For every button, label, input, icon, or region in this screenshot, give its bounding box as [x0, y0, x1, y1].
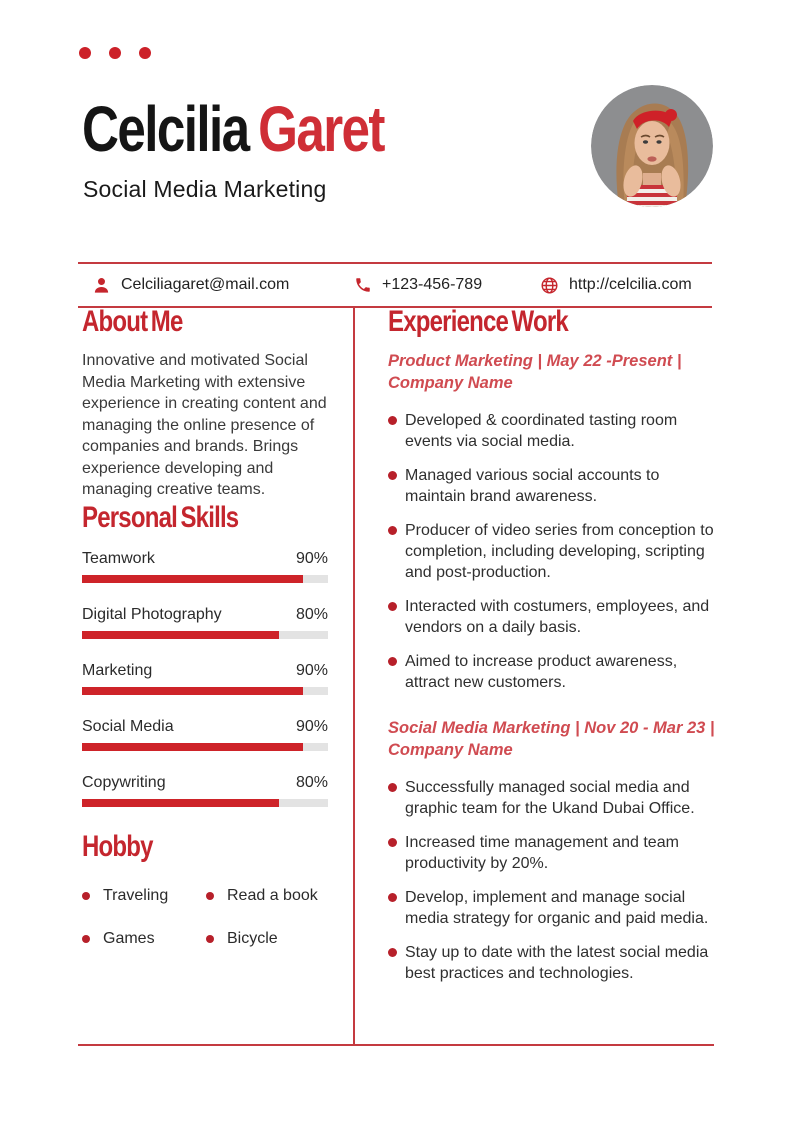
skill-progress-track: [82, 687, 328, 695]
skill-item: [82, 606, 328, 639]
skill-label: Digital Photography: [82, 605, 222, 623]
bullet-icon: [82, 892, 90, 900]
job-bullet: [388, 651, 718, 693]
job-bullet-text: Interacted with costumers, employees, and vendors on a daily basis.: [405, 598, 710, 636]
red-dot: [79, 47, 91, 59]
job-bullet-text: Managed various social accounts to maintain brand awareness.: [405, 467, 660, 505]
skill-progress-fill: [82, 799, 279, 807]
skill-percent: 90%: [295, 549, 328, 567]
job-bullet: [388, 942, 718, 984]
job-bullet-text: Develop, implement and manage social media strategy for organic and paid media.: [405, 889, 709, 927]
job-bullet: [388, 777, 718, 819]
contact-phone[interactable]: [354, 264, 482, 306]
hobby-heading: Hobby: [82, 829, 153, 863]
skill-progress-fill: [82, 631, 279, 639]
first-name: Celcilia: [82, 93, 249, 165]
job-bullet-text: Aimed to increase product awareness, attract new customers.: [405, 653, 678, 691]
phone-icon: [354, 276, 372, 294]
skill-item: [82, 774, 328, 807]
job-bullet: [388, 520, 718, 583]
skill-item: [82, 662, 328, 695]
job-bullet: [388, 465, 718, 507]
skill-label: Copywriting: [82, 773, 166, 791]
hobby-item: [206, 930, 328, 948]
profile-photo-illustration: [591, 85, 713, 207]
skill-item: [82, 718, 328, 751]
skill-progress-track: [82, 799, 328, 807]
bullet-icon: [388, 602, 397, 611]
job-title: Product Marketing | May 22 -Present | Company Name: [388, 352, 682, 392]
contact-phone-text: +123-456-789: [382, 276, 483, 293]
experience-jobs: [388, 350, 718, 984]
job-entry: [388, 717, 718, 984]
job-bullet-text: Developed & coordinated tasting room events via social media.: [405, 412, 678, 450]
contact-website[interactable]: [540, 264, 692, 306]
globe-icon: [540, 276, 559, 295]
experience-heading: Experience Work: [388, 305, 568, 338]
skill-progress-fill: [82, 575, 303, 583]
column-divider-line: [353, 306, 355, 1044]
skill-progress-track: [82, 743, 328, 751]
about-heading: About Me: [82, 305, 183, 338]
skill-label: Marketing: [82, 661, 153, 679]
bullet-icon: [388, 416, 397, 425]
hobby-item: [82, 930, 206, 948]
bullet-icon: [388, 948, 397, 957]
hobby-label: Bicycle: [227, 929, 278, 947]
job-bullet-list: [388, 410, 718, 693]
skill-progress-fill: [82, 687, 303, 695]
right-column: [388, 305, 718, 997]
job-bullet: [388, 410, 718, 452]
red-dot: [109, 47, 121, 59]
person-icon: [92, 276, 111, 295]
skill-label: Teamwork: [82, 549, 155, 567]
skills-list: [82, 550, 328, 807]
bullet-icon: [206, 935, 214, 943]
hobby-label: Read a book: [227, 886, 318, 904]
skill-label: Social Media: [82, 717, 174, 735]
hobby-item: [206, 887, 328, 905]
decorative-dots: [79, 47, 151, 59]
bottom-border-line: [78, 1044, 714, 1046]
left-column: [82, 305, 328, 948]
job-bullet-list: [388, 777, 718, 984]
bullet-icon: [388, 526, 397, 535]
hobby-item: [82, 887, 206, 905]
skill-percent: 90%: [295, 717, 328, 735]
job-bullet-text: Increased time management and team productivity by 20%.: [405, 834, 679, 872]
job-bullet-text: Producer of video series from conception to completion, including developing, scripting and post-production.: [405, 522, 714, 581]
job-role-subtitle: Social Media Marketing: [83, 176, 327, 202]
contact-bar: [78, 262, 712, 308]
job-bullet: [388, 596, 718, 638]
bullet-icon: [388, 471, 397, 480]
contact-website-text: http://celcilia.com: [569, 276, 692, 293]
bullet-icon: [206, 892, 214, 900]
job-entry: [388, 350, 718, 693]
skill-progress-track: [82, 631, 328, 639]
bullet-icon: [388, 838, 397, 847]
bullet-icon: [388, 893, 397, 902]
skills-heading: Personal Skills: [82, 500, 239, 534]
hobby-label: Games: [103, 929, 155, 947]
contact-email-text: Celciliagaret@mail.com: [121, 276, 290, 293]
last-name: Garet: [258, 93, 384, 165]
person-name: [82, 93, 384, 165]
bullet-icon: [82, 935, 90, 943]
skill-progress-fill: [82, 743, 303, 751]
job-bullet-text: Successfully managed social media and graphic team for the Ukand Dubai Office.: [405, 779, 695, 817]
hobby-list: [82, 887, 328, 948]
skill-progress-track: [82, 575, 328, 583]
job-bullet: [388, 887, 718, 929]
contact-email[interactable]: [92, 264, 289, 306]
skill-percent: 80%: [295, 773, 328, 791]
profile-photo: [591, 85, 713, 207]
red-dot: [139, 47, 151, 59]
job-title: Social Media Marketing | Nov 20 - Mar 23 | Company Name: [388, 719, 715, 759]
skill-percent: 80%: [295, 605, 328, 623]
bullet-icon: [388, 783, 397, 792]
job-bullet: [388, 832, 718, 874]
skill-item: [82, 550, 328, 583]
about-paragraph: Innovative and motivated Social Media Marketing with extensive experience in creating content and managing the online presence of companies and brands. Brings experience developing and managing creative teams.: [82, 352, 327, 498]
skill-percent: 90%: [295, 661, 328, 679]
bullet-icon: [388, 657, 397, 666]
job-bullet-text: Stay up to date with the latest social media best practices and technologies.: [405, 944, 709, 982]
hobby-label: Traveling: [103, 886, 169, 904]
